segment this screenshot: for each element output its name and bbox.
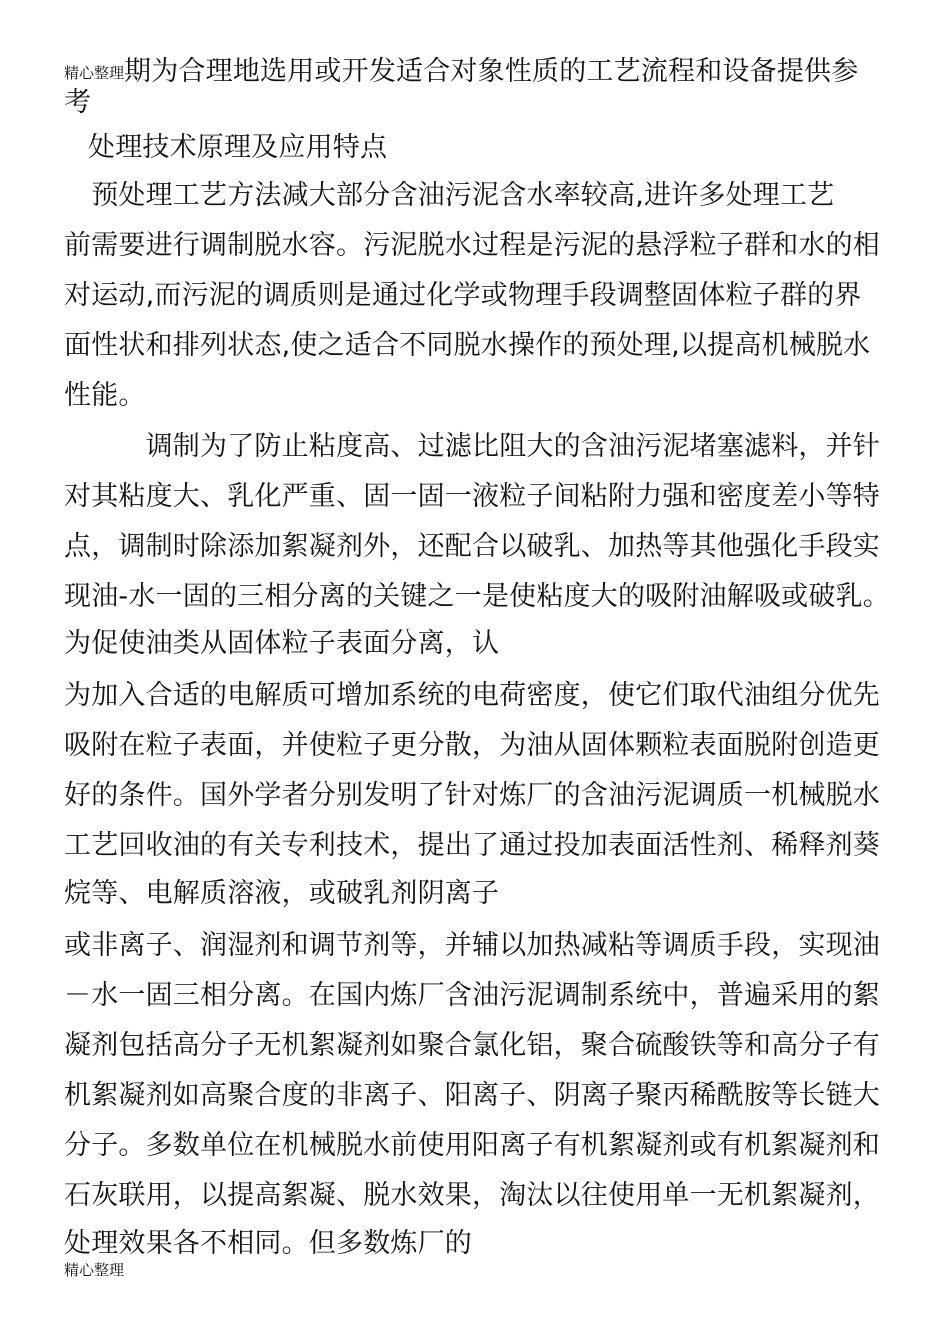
paragraph-line: 吸附在粒子表面，并使粒子更分散，为油从固体颗粒表面脱附创造更 (64, 730, 880, 761)
paragraph-line: 处理效果各不相同。但多数炼厂的 (64, 1228, 472, 1259)
paragraph-line: 点，调制时除添加絮凝剂外，还配合以破乳、加热等其他强化手段实 (64, 531, 880, 562)
paragraph-line: 或非离子、润湿剂和调节剂等，并辅以加热减粘等调质手段，实现油 (64, 930, 880, 961)
paragraph-line: 为促使油类从固体粒子表面分离，认 (64, 628, 500, 659)
paragraph-line: 现油-水一固的三相分离的关键之一是使粘度大的吸附油解吸或破乳。 (64, 581, 890, 612)
footer-tag: 精心整理 (64, 1261, 125, 1279)
paragraph-line: 好的条件。国外学者分别发明了针对炼厂的含油污泥调质一机械脱水 (64, 780, 880, 811)
paragraph-line: 凝剂包括高分子无机絮凝剂如聚合氯化铝，聚合硫酸铁等和高分子有 (64, 1030, 880, 1061)
paragraph-line: 预处理工艺方法减大部分含油污泥含水率较高,进许多处理工艺 (64, 180, 835, 211)
paragraph-line: 性能。 (64, 380, 146, 411)
section-heading: 处理技术原理及应用特点 (88, 132, 388, 163)
paragraph-line: 机絮凝剂如高聚合度的非离子、阳离子、阴离子聚丙稀酰胺等长链大 (64, 1080, 880, 1111)
paragraph-line: 前需要进行调制脱水容。污泥脱水过程是污泥的悬浮粒子群和水的相 (64, 230, 880, 261)
paragraph-line: 对运动,而污泥的调质则是通过化学或物理手段调整固体粒子群的界 (64, 280, 862, 311)
paragraph-line: 石灰联用，以提高絮凝、脱水效果，淘汰以往使用单一无机絮凝剂， (64, 1180, 880, 1211)
paragraph-line: －水一固三相分离。在国内炼厂含油污泥调制系统中，普遍采用的絮 (64, 980, 880, 1011)
paragraph-line: 对其粘度大、乳化严重、固一固一液粒子间粘附力强和密度差小等特 (64, 481, 880, 512)
paragraph-line: 面性状和排列状态,使之适合不同脱水操作的预处理,以提高机械脱水 (64, 330, 871, 361)
header-tag: 精心整理 (64, 64, 125, 82)
header-line (64, 56, 858, 89)
paragraph-line: 为加入合适的电解质可增加系统的电荷密度，使它们取代油组分优先 (64, 680, 880, 711)
paragraph-line: 烷等、电解质溶液，或破乳剂阴离子 (64, 878, 500, 909)
header-text-continued: 考 (64, 87, 92, 118)
paragraph-line: 调制为了防止粘度高、过滤比阻大的含油污泥堵塞滤料，并针 (64, 431, 880, 462)
header-text: 期为合理地选用或开发适合对象性质的工艺流程和设备提供参 (124, 56, 859, 87)
paragraph-line: 工艺回收油的有关专利技术，提出了通过投加表面活性剂、稀释剂葵 (64, 830, 880, 861)
paragraph-line: 分子。多数单位在机械脱水前使用阳离子有机絮凝剂或有机絮凝剂和 (64, 1130, 880, 1161)
